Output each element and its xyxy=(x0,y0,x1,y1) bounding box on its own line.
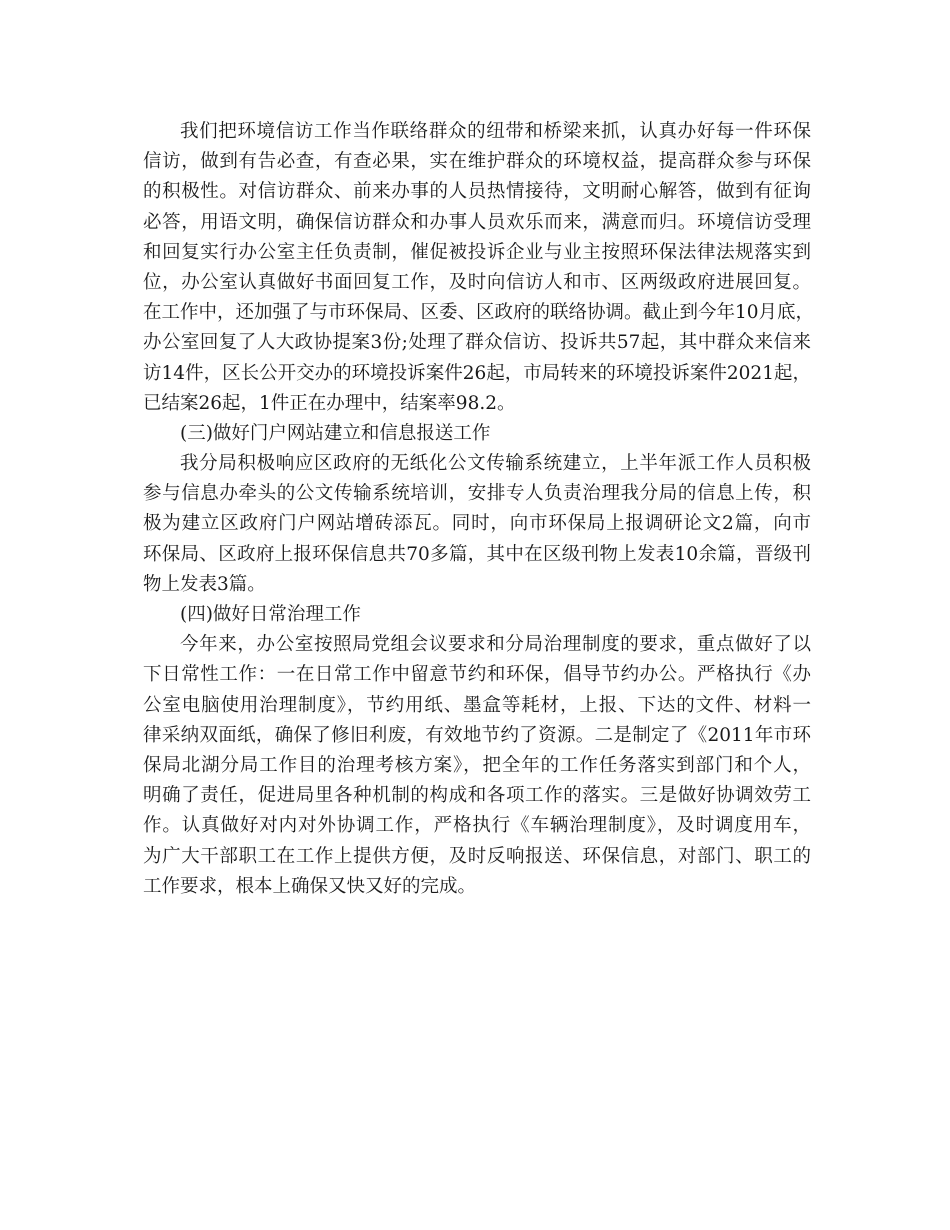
section-heading-website: (三)做好门户网站建立和信息报送工作 xyxy=(180,422,491,444)
text-line: 位，办公室认真做好书面回复工作，及时向信访人和市、区两级政府进展回复。 xyxy=(143,271,811,293)
text-line: 明确了责任，促进局里各种机制的构成和各项工作的落实。三是做好协调效劳工 xyxy=(143,785,811,807)
text-line: 环保局、区政府上报环保信息共70多篇，其中在区级刊物上发表10余篇，晋级刊 xyxy=(143,543,811,565)
text-line: 物上发表3篇。 xyxy=(143,573,266,595)
paragraph-website-work xyxy=(143,449,811,600)
text-line: 下日常性工作：一在日常工作中留意节约和环保，倡导节约办公。严格执行《办 xyxy=(143,664,811,686)
text-line: 为广大干部职工在工作上提供方便，及时反响报送、环保信息，对部门、职工的 xyxy=(143,845,811,867)
text-line: 我们把环境信访工作当作联络群众的纽带和桥梁来抓，认真办好每一件环保 xyxy=(180,121,811,142)
text-line: 在工作中，还加强了与市环保局、区委、区政府的联络协调。截止到今年10月底， xyxy=(143,302,815,324)
text-line: 和回复实行办公室主任负责制，催促被投诉企业与业主按照环保法律法规落实到 xyxy=(143,241,811,263)
text-line: 极为建立区政府门户网站增砖添瓦。同时，向市环保局上报调研论文2篇，向市 xyxy=(143,513,811,535)
text-line: 办公室回复了人大政协提案3份;处理了群众信访、投诉共57起，其中群众来信来 xyxy=(143,332,811,354)
text-line: 今年来，办公室按照局党组会议要求和分局治理制度的要求，重点做好了以 xyxy=(180,634,811,656)
text-line: 已结案26起，1件正在办理中，结案率98.2。 xyxy=(143,392,516,414)
text-line: 的积极性。对信访群众、前来办事的人员热情接待，文明耐心解答，做到有征询 xyxy=(143,181,811,203)
text-line: 保局北湖分局工作目的治理考核方案》，把全年的工作任务落实到部门和个人， xyxy=(143,754,811,776)
section-heading-daily-management: (四)做好日常治理工作 xyxy=(180,604,361,625)
text-line: 参与信息办牵头的公文传输系统培训，安排专人负责治理我分局的信息上传，积 xyxy=(143,483,811,505)
text-line: 访14件，区长公开交办的环境投诉案件26起，市局转来的环境投诉案件2021起， xyxy=(143,362,811,384)
text-line: 公室电脑使用治理制度》，节约用纸、墨盒等耗材，上报、下达的文件、材料一 xyxy=(143,694,811,716)
paragraph-petition-work xyxy=(143,117,815,419)
text-line: 我分局积极响应区政府的无纸化公文传输系统建立，上半年派工作人员积极 xyxy=(180,453,811,475)
text-line: 必答，用语文明，确保信访群众和办事人员欢乐而来，满意而归。环境信访受理 xyxy=(143,211,811,233)
text-line: 工作要求，根本上确保又快又好的完成。 xyxy=(143,875,477,897)
paragraph-daily-management xyxy=(143,630,811,902)
text-line: 信访，做到有告必查，有查必果，实在维护群众的环境权益，提高群众参与环保 xyxy=(143,151,811,173)
text-line: 律采纳双面纸，确保了修旧利废，有效地节约了资源。二是制定了《2011年市环 xyxy=(143,724,811,746)
document-page xyxy=(143,117,815,902)
text-line: 作。认真做好对内对外协调工作，严格执行《车辆治理制度》，及时调度用车， xyxy=(143,815,811,837)
